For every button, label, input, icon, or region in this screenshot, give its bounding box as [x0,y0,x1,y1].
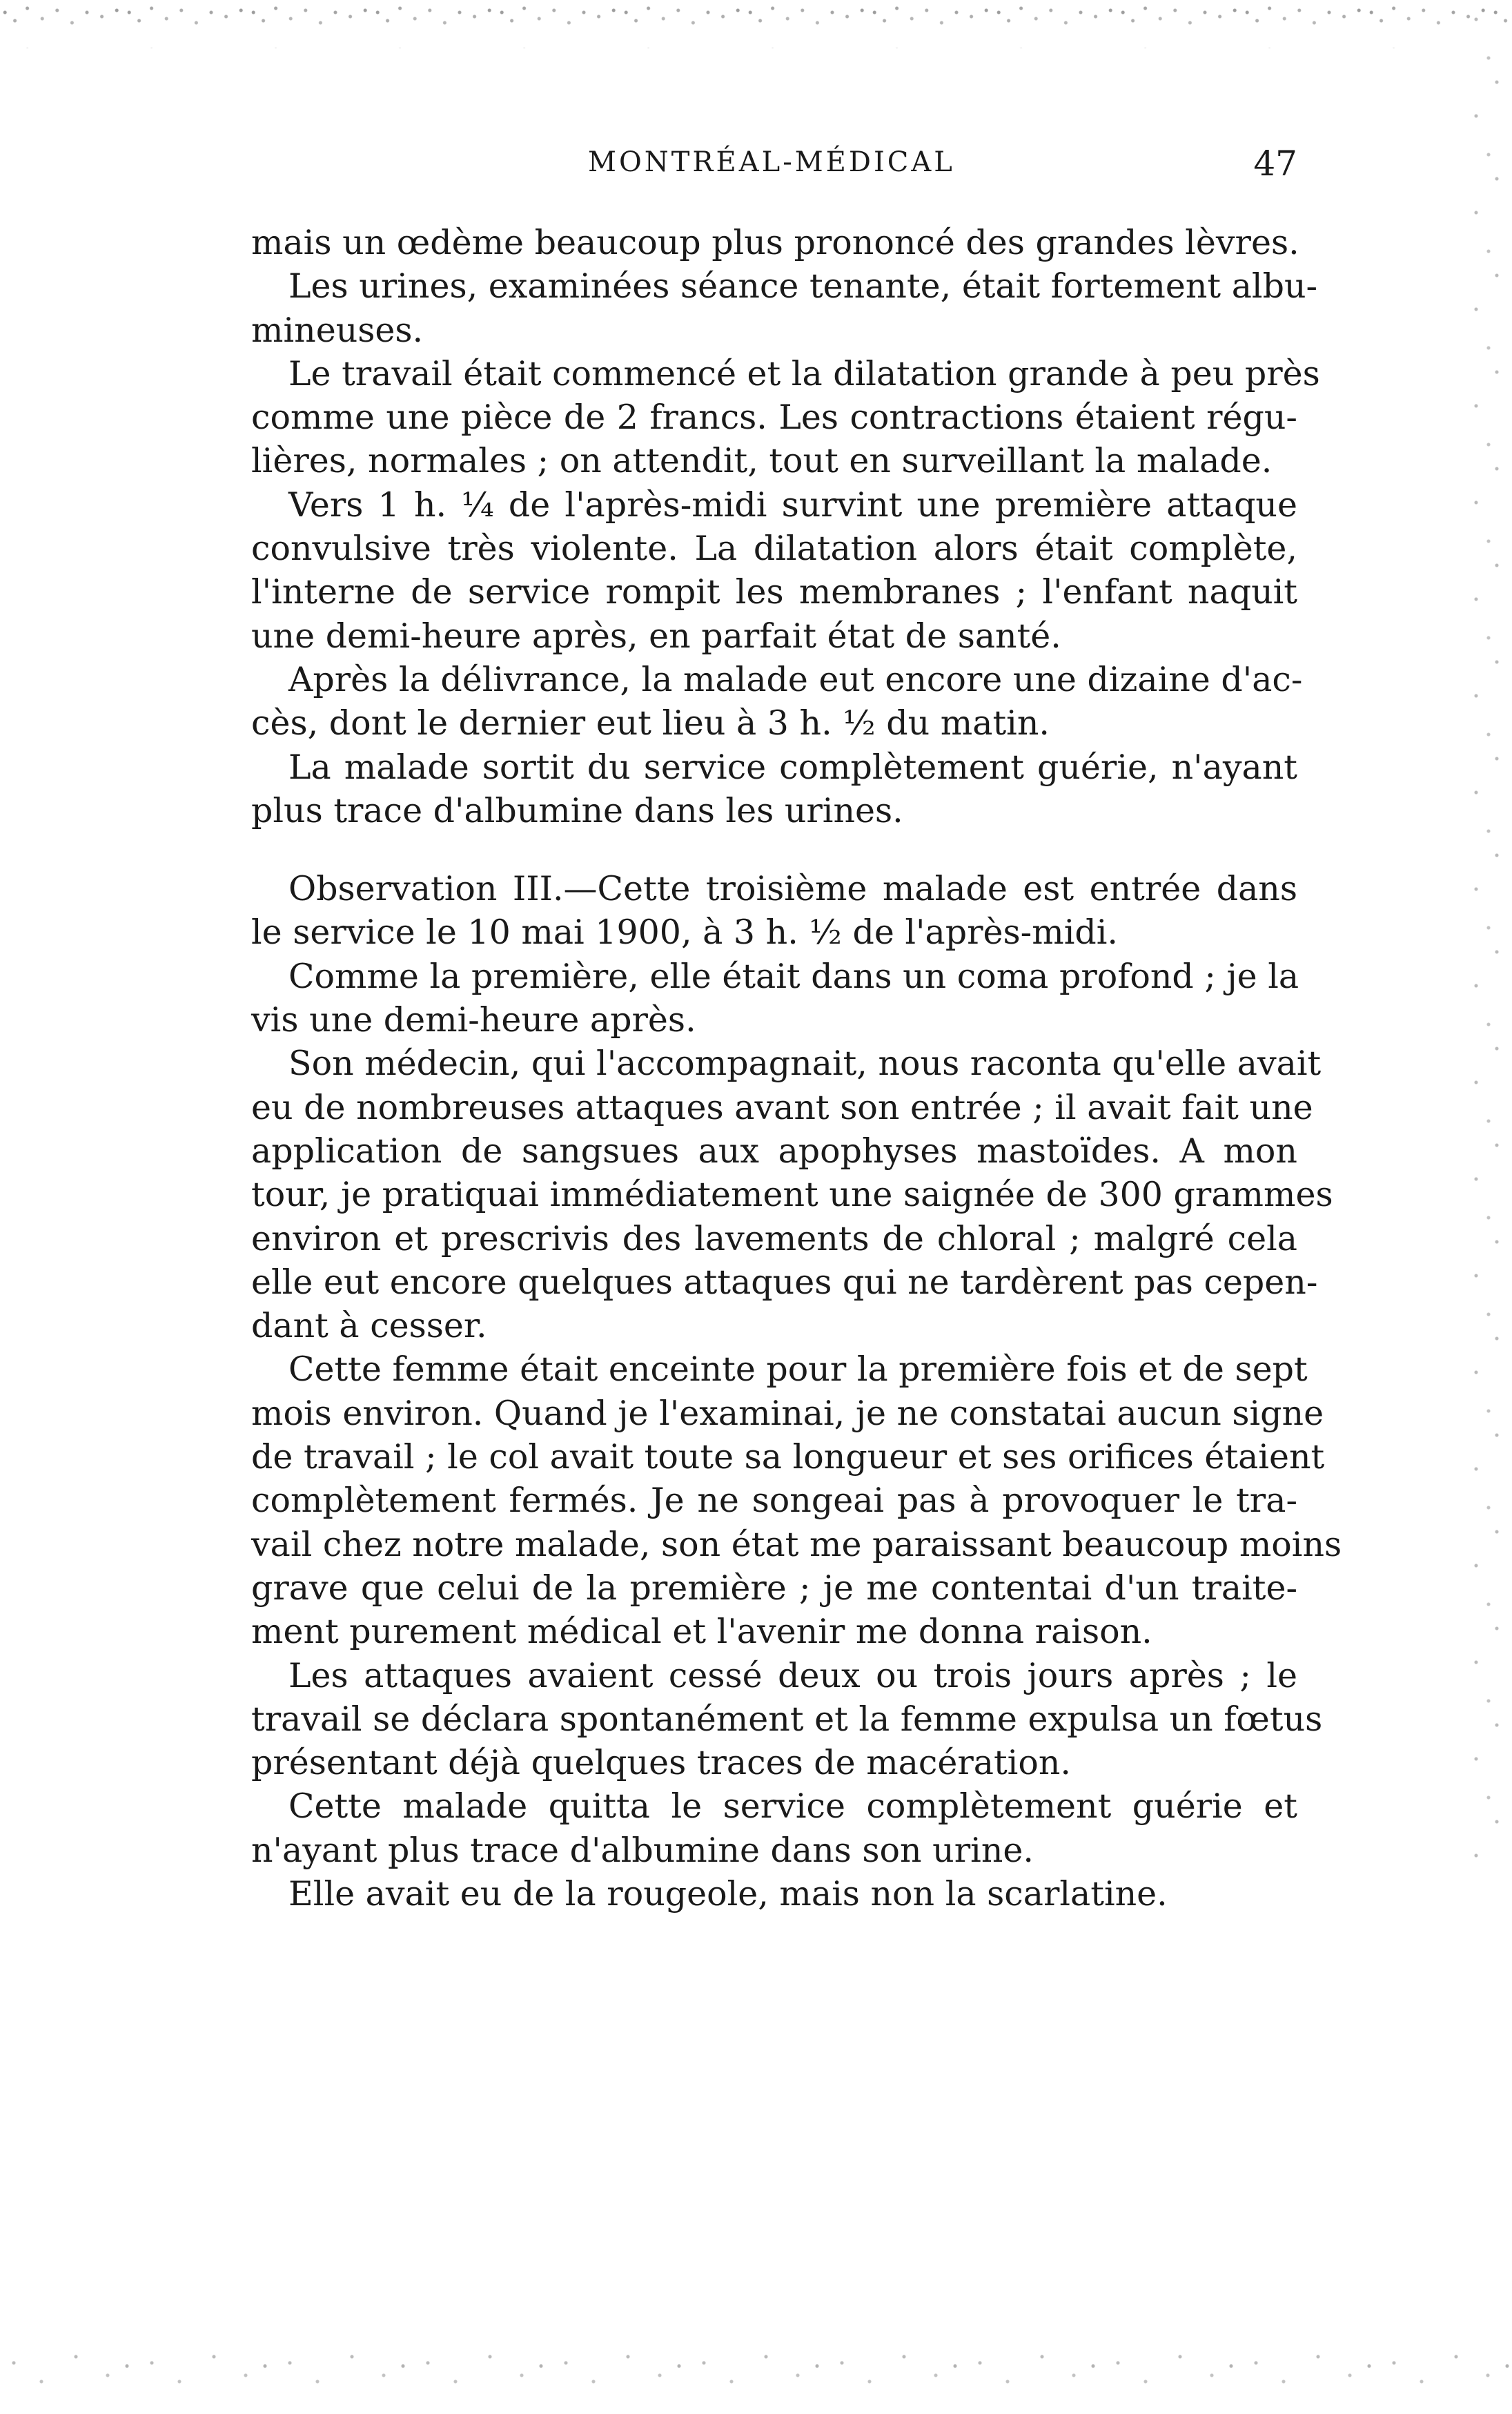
text-line: eu de nombreuses attaques avant son entrée ; il avait fait une [251,1087,1313,1127]
running-title: MONTRÉAL-MÉDICAL [588,146,955,178]
text-line: Son médecin, qui l'accompagnait, nous raconta qu'elle avait [288,1044,1322,1084]
text-line: convulsive très violente. La dilatation alors était complète, [251,529,1297,569]
text-line: Le travail était commencé et la dilatation grande à peu près [288,353,1320,393]
text-line: Elle avait eu de la rougeole, mais non la scarlatine. [288,1873,1168,1914]
text-line: de travail ; le col avait toute sa longueur et ses orifices étaient [251,1437,1325,1477]
text-line: elle eut encore quelques attaques qui ne tardèrent pas cepen- [251,1262,1318,1302]
text-line: mois environ. Quand je l'examinai, je ne constatai aucun signe [251,1393,1324,1433]
text-line: mineuses. [251,310,424,350]
text-line: Les attaques avaient cessé deux ou trois jours après ; le [288,1655,1297,1695]
body-text [251,221,1342,1916]
text-line: dant à cesser. [251,1306,487,1346]
section-gap [251,833,1297,867]
text-line: vis une demi-heure après. [251,1000,696,1040]
text-line: Cette femme était enceinte pour la première fois et de sept [288,1350,1308,1390]
running-head [248,146,1297,188]
text-line: Comme la première, elle était dans un coma profond ; je la [288,956,1299,996]
text-line: n'ayant plus trace d'albumine dans son urine. [251,1830,1034,1870]
text-line: Cette malade quitta le service complètement guérie et [288,1787,1297,1827]
text-line: présentant déjà quelques traces de macération. [251,1743,1071,1783]
text-line: Les urines, examinées séance tenante, était fortement albu- [288,266,1318,306]
scan-noise-top [0,0,1512,48]
text-line: lières, normales ; on attendit, tout en surveillant la malade. [251,441,1273,481]
text-line: Après la délivrance, la malade eut encore une dizaine d'ac- [288,659,1303,699]
text-line: travail se déclara spontanément et la femme expulsa un fœtus [251,1699,1323,1739]
text-line: mais un œdème beaucoup plus prononcé des grandes lèvres. [251,223,1299,262]
text-line: tour, je pratiquai immédiatement une saignée de 300 grammes [251,1175,1333,1215]
text-line: Observation III.—Cette troisième malade est entrée dans [288,869,1297,909]
text-line: plus trace d'albumine dans les urines. [251,790,903,830]
page-number: 47 [1253,144,1297,184]
text-line: grave que celui de la première ; je me contentai d'un traite- [251,1568,1297,1608]
text-line: cès, dont le dernier eut lieu à 3 h. ½ du matin. [251,703,1050,743]
text-line: comme une pièce de 2 francs. Les contractions étaient régu- [251,398,1297,438]
text-line: ment purement médical et l'avenir me donna raison. [251,1612,1152,1652]
text-line: une demi-heure après, en parfait état de santé. [251,616,1061,656]
text-line: l'interne de service rompit les membranes ; l'enfant naquit [251,572,1297,612]
text-line: application de sangsues aux apophyses mastoïdes. A mon [251,1131,1297,1171]
text-line: La malade sortit du service complètement guérie, n'ayant [288,747,1297,787]
text-line: environ et prescrivis des lavements de chloral ; malgré cela [251,1218,1297,1258]
scan-noise-bottom [0,2338,1512,2414]
text-line: complètement fermés. Je ne songeai pas à provoquer le tra- [251,1481,1297,1521]
text-line: Vers 1 h. ¼ de l'après-midi survint une première attaque [288,485,1297,525]
scan-noise-right [1464,0,1512,1864]
text-line: vail chez notre malade, son état me paraissant beaucoup moins [251,1524,1342,1564]
text-line: le service le 10 mai 1900, à 3 h. ½ de l'après-midi. [251,913,1118,953]
